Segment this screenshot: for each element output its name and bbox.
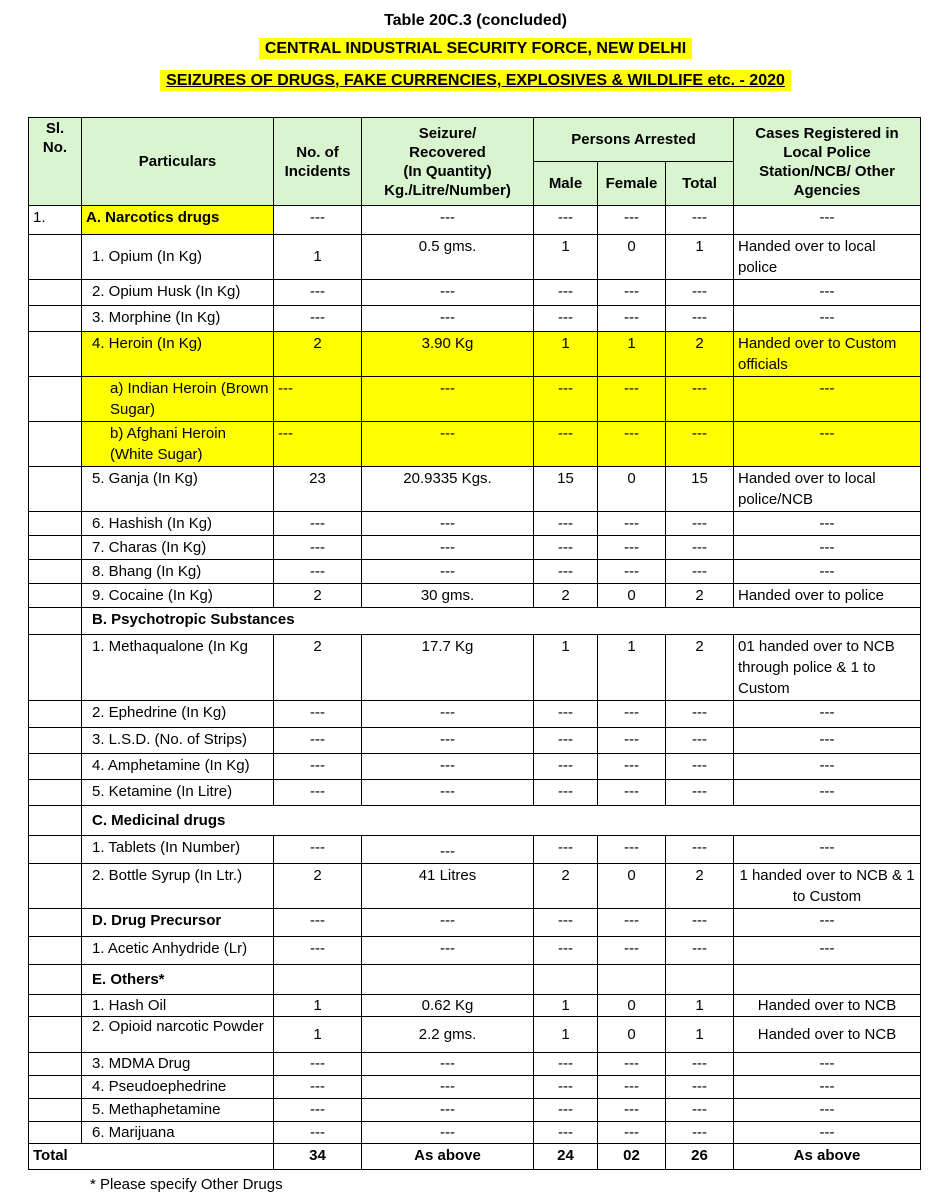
total-cell: 2 — [666, 864, 734, 909]
col-header-particulars: Particulars — [82, 118, 274, 206]
male-cell: --- — [534, 754, 598, 780]
item-label: 6. Hashish (In Kg) — [82, 512, 274, 536]
item-label: 1. Acetic Anhydride (Lr) — [82, 937, 274, 965]
col-header-cases: Cases Registered in Local Police Station/NCB/ Other Agencies — [734, 118, 921, 206]
table-row — [29, 1076, 921, 1099]
incidents-cell: 2 — [274, 635, 362, 701]
total-cell: 1 — [666, 235, 734, 280]
female-cell: 0 — [598, 1017, 666, 1053]
female-cell: --- — [598, 1053, 666, 1076]
category-label: A. Narcotics drugs — [82, 206, 274, 235]
seizure-header-line: Seizure/ — [418, 124, 477, 142]
item-label: 5. Ketamine (In Litre) — [82, 780, 274, 806]
item-label: 4. Heroin (In Kg) — [82, 332, 274, 377]
organization-title-text: CENTRAL INDUSTRIAL SECURITY FORCE, NEW DELHI — [259, 38, 692, 59]
cases-cell: --- — [734, 728, 921, 754]
sl-cell — [29, 235, 82, 280]
incidents-cell: --- — [274, 1053, 362, 1076]
category-label: D. Drug Precursor — [82, 909, 274, 937]
incidents-cell: --- — [274, 560, 362, 584]
table-row — [29, 1017, 921, 1053]
incidents-cell: 1 — [274, 235, 362, 280]
table-row — [29, 728, 921, 754]
total-cell: 2 — [666, 635, 734, 701]
col-header-persons-arrested: Persons Arrested — [534, 118, 734, 162]
sl-cell: 1. — [29, 206, 82, 235]
sl-cell — [29, 1099, 82, 1122]
quantity-cell: --- — [362, 754, 534, 780]
section-row — [29, 806, 921, 836]
sl-cell — [29, 909, 82, 937]
item-label: 2. Opium Husk (In Kg) — [82, 280, 274, 306]
sl-cell — [29, 864, 82, 909]
sl-cell — [29, 422, 82, 467]
quantity-cell: --- — [362, 1076, 534, 1099]
female-cell: --- — [598, 836, 666, 864]
male-cell: --- — [534, 701, 598, 728]
sl-cell — [29, 1053, 82, 1076]
male-cell: --- — [534, 512, 598, 536]
incidents-cell: --- — [274, 754, 362, 780]
total-cell: 1 — [666, 1017, 734, 1053]
cases-cell: --- — [734, 836, 921, 864]
total-cell: --- — [666, 1122, 734, 1144]
incidents-cell: --- — [274, 206, 362, 235]
item-label: 3. MDMA Drug — [82, 1053, 274, 1076]
seizure-header-line: Kg./Litre/Number) — [384, 181, 511, 199]
section-row — [29, 965, 921, 995]
cases-cell: Handed over to local police/NCB — [734, 467, 921, 512]
incidents-cell: --- — [274, 306, 362, 332]
incidents-cell: --- — [274, 780, 362, 806]
female-cell: --- — [598, 754, 666, 780]
female-cell: --- — [598, 422, 666, 467]
empty-cell — [534, 965, 598, 995]
male-cell: --- — [534, 377, 598, 422]
sl-cell — [29, 995, 82, 1017]
cases-cell: --- — [734, 536, 921, 560]
cases-cell: --- — [734, 1122, 921, 1144]
male-cell: 1 — [534, 235, 598, 280]
table-row — [29, 937, 921, 965]
cases-cell: Handed over to Custom officials — [734, 332, 921, 377]
female-cell: 0 — [598, 584, 666, 608]
col-header-male: Male — [534, 162, 598, 206]
total-cell: --- — [666, 701, 734, 728]
table-row — [29, 206, 921, 235]
incidents-cell: --- — [274, 909, 362, 937]
incidents-cell: 1 — [274, 1017, 362, 1053]
incidents-cell: 2 — [274, 864, 362, 909]
table-row — [29, 754, 921, 780]
quantity-cell: --- — [362, 306, 534, 332]
table-row — [29, 780, 921, 806]
item-label: 6. Marijuana — [82, 1122, 274, 1144]
sl-cell — [29, 306, 82, 332]
sl-cell — [29, 937, 82, 965]
sl-cell — [29, 806, 82, 836]
cases-cell: --- — [734, 701, 921, 728]
quantity-cell: --- — [362, 206, 534, 235]
female-cell: 0 — [598, 467, 666, 512]
cases-cell: Handed over to police — [734, 584, 921, 608]
table-row — [29, 512, 921, 536]
table-row — [29, 280, 921, 306]
empty-cell — [362, 965, 534, 995]
cases-cell: --- — [734, 280, 921, 306]
total-cell: --- — [666, 836, 734, 864]
category-label: C. Medicinal drugs — [82, 806, 921, 836]
col-header-sl-no: Sl. No. — [29, 118, 82, 206]
table-row — [29, 909, 921, 937]
quantity-cell: 3.90 Kg — [362, 332, 534, 377]
seizure-header-line: Recovered — [409, 143, 486, 161]
cases-cell: --- — [734, 306, 921, 332]
table-row — [29, 306, 921, 332]
item-label: 1. Tablets (In Number) — [82, 836, 274, 864]
category-label: B. Psychotropic Substances — [82, 608, 921, 635]
seizure-header-line: (In Quantity) — [403, 162, 492, 180]
cases-cell: --- — [734, 422, 921, 467]
sl-cell — [29, 1076, 82, 1099]
cases-cell: --- — [734, 560, 921, 584]
male-cell: 24 — [534, 1144, 598, 1170]
incidents-cell: 34 — [274, 1144, 362, 1170]
female-cell: --- — [598, 560, 666, 584]
total-cell: 15 — [666, 467, 734, 512]
cases-cell: --- — [734, 1076, 921, 1099]
quantity-cell: 30 gms. — [362, 584, 534, 608]
male-cell: --- — [534, 560, 598, 584]
male-cell: --- — [534, 1076, 598, 1099]
table-row — [29, 467, 921, 512]
item-label: 3. L.S.D. (No. of Strips) — [82, 728, 274, 754]
cases-cell: --- — [734, 754, 921, 780]
male-cell: --- — [534, 306, 598, 332]
quantity-cell: --- — [362, 909, 534, 937]
incidents-cell: --- — [274, 422, 362, 467]
quantity-cell: As above — [362, 1144, 534, 1170]
item-label: 2. Ephedrine (In Kg) — [82, 701, 274, 728]
female-cell: --- — [598, 536, 666, 560]
quantity-cell: --- — [362, 280, 534, 306]
quantity-cell: 0.5 gms. — [362, 235, 534, 280]
item-label: 3. Morphine (In Kg) — [82, 306, 274, 332]
table-subtitle-text: SEIZURES OF DRUGS, FAKE CURRENCIES, EXPLOSIVES & WILDLIFE etc. - 2020 — [160, 70, 791, 91]
male-cell: --- — [534, 422, 598, 467]
item-label: 1. Methaqualone (In Kg — [82, 635, 274, 701]
total-cell: 2 — [666, 332, 734, 377]
table-number-text: Table 20C.3 (concluded) — [384, 12, 567, 29]
male-cell: --- — [534, 536, 598, 560]
incidents-cell: 2 — [274, 332, 362, 377]
female-cell: --- — [598, 1122, 666, 1144]
table-row — [29, 635, 921, 701]
incidents-cell: 1 — [274, 995, 362, 1017]
col-header-total: Total — [666, 162, 734, 206]
quantity-cell: --- — [362, 836, 534, 864]
sl-cell — [29, 1017, 82, 1053]
item-label: 4. Pseudoephedrine — [82, 1076, 274, 1099]
male-cell: --- — [534, 909, 598, 937]
incidents-cell: 2 — [274, 584, 362, 608]
organization-title — [0, 40, 951, 58]
female-cell: 0 — [598, 864, 666, 909]
sl-cell — [29, 377, 82, 422]
quantity-cell: 41 Litres — [362, 864, 534, 909]
sl-cell — [29, 701, 82, 728]
female-cell: 0 — [598, 995, 666, 1017]
table-row — [29, 1099, 921, 1122]
total-cell: --- — [666, 422, 734, 467]
table-row — [29, 836, 921, 864]
quantity-cell: 2.2 gms. — [362, 1017, 534, 1053]
cases-cell: --- — [734, 909, 921, 937]
table-row — [29, 701, 921, 728]
table-row — [29, 536, 921, 560]
female-cell: 0 — [598, 235, 666, 280]
item-label: 7. Charas (In Kg) — [82, 536, 274, 560]
male-cell: --- — [534, 937, 598, 965]
total-cell: --- — [666, 1076, 734, 1099]
category-label: E. Others* — [82, 965, 274, 995]
female-cell: --- — [598, 1099, 666, 1122]
female-cell: 1 — [598, 332, 666, 377]
quantity-cell: --- — [362, 536, 534, 560]
total-cell: --- — [666, 780, 734, 806]
female-cell: --- — [598, 377, 666, 422]
female-cell: --- — [598, 306, 666, 332]
total-cell: --- — [666, 536, 734, 560]
item-label: 8. Bhang (In Kg) — [82, 560, 274, 584]
seizure-table — [28, 117, 921, 1170]
total-cell: 26 — [666, 1144, 734, 1170]
quantity-cell: --- — [362, 701, 534, 728]
cases-cell: 1 handed over to NCB & 1 to Custom — [734, 864, 921, 909]
item-label: 2. Bottle Syrup (In Ltr.) — [82, 864, 274, 909]
incidents-cell: --- — [274, 836, 362, 864]
sl-cell — [29, 728, 82, 754]
table-row — [29, 560, 921, 584]
total-row — [29, 1144, 921, 1170]
quantity-cell: --- — [362, 377, 534, 422]
male-cell: 1 — [534, 1017, 598, 1053]
female-cell: --- — [598, 280, 666, 306]
item-label: 5. Ganja (In Kg) — [82, 467, 274, 512]
quantity-cell: --- — [362, 1122, 534, 1144]
cases-cell: --- — [734, 1053, 921, 1076]
cases-cell: --- — [734, 937, 921, 965]
female-cell: --- — [598, 206, 666, 235]
male-cell: --- — [534, 1099, 598, 1122]
incidents-cell: --- — [274, 512, 362, 536]
female-cell: --- — [598, 512, 666, 536]
total-label: Total — [29, 1144, 274, 1170]
cases-cell: --- — [734, 512, 921, 536]
incidents-cell: --- — [274, 701, 362, 728]
total-cell: --- — [666, 280, 734, 306]
table-row — [29, 422, 921, 467]
male-cell: --- — [534, 728, 598, 754]
table-row — [29, 332, 921, 377]
footnote: * Please specify Other Drugs — [90, 1176, 283, 1193]
table-number — [0, 12, 951, 30]
quantity-cell: --- — [362, 560, 534, 584]
total-cell: --- — [666, 377, 734, 422]
quantity-cell: --- — [362, 1053, 534, 1076]
item-label: 4. Amphetamine (In Kg) — [82, 754, 274, 780]
female-cell: --- — [598, 937, 666, 965]
male-cell: 2 — [534, 864, 598, 909]
male-cell: --- — [534, 1053, 598, 1076]
incidents-cell: 23 — [274, 467, 362, 512]
item-label: 5. Methaphetamine — [82, 1099, 274, 1122]
female-cell: 02 — [598, 1144, 666, 1170]
female-cell: --- — [598, 780, 666, 806]
incidents-cell: --- — [274, 1122, 362, 1144]
col-header-female: Female — [598, 162, 666, 206]
total-cell: --- — [666, 1053, 734, 1076]
item-label: 1. Hash Oil — [82, 995, 274, 1017]
sl-cell — [29, 280, 82, 306]
male-cell: 1 — [534, 635, 598, 701]
total-cell: --- — [666, 206, 734, 235]
male-cell: 2 — [534, 584, 598, 608]
sl-cell — [29, 467, 82, 512]
incidents-cell: --- — [274, 1076, 362, 1099]
total-cell: --- — [666, 512, 734, 536]
cases-cell: Handed over to NCB — [734, 995, 921, 1017]
cases-cell: --- — [734, 377, 921, 422]
incidents-cell: --- — [274, 937, 362, 965]
cases-cell: Handed over to NCB — [734, 1017, 921, 1053]
cases-cell: As above — [734, 1144, 921, 1170]
total-cell: --- — [666, 754, 734, 780]
sl-cell — [29, 584, 82, 608]
incidents-cell: --- — [274, 728, 362, 754]
cases-cell: --- — [734, 780, 921, 806]
sl-cell — [29, 332, 82, 377]
sl-cell — [29, 512, 82, 536]
empty-cell — [598, 965, 666, 995]
sl-cell — [29, 635, 82, 701]
item-label: a) Indian Heroin (Brown Sugar) — [82, 377, 274, 422]
quantity-cell: --- — [362, 422, 534, 467]
sl-cell — [29, 965, 82, 995]
female-cell: --- — [598, 701, 666, 728]
quantity-cell: --- — [362, 728, 534, 754]
table-row — [29, 584, 921, 608]
col-header-seizure — [362, 118, 534, 206]
table-row — [29, 1122, 921, 1144]
female-cell: --- — [598, 1076, 666, 1099]
male-cell: 1 — [534, 332, 598, 377]
table-row — [29, 1053, 921, 1076]
table-row — [29, 377, 921, 422]
quantity-cell: 0.62 Kg — [362, 995, 534, 1017]
sl-cell — [29, 608, 82, 635]
incidents-cell: --- — [274, 280, 362, 306]
quantity-cell: 20.9335 Kgs. — [362, 467, 534, 512]
section-row — [29, 608, 921, 635]
cases-cell: Handed over to local police — [734, 235, 921, 280]
total-cell: --- — [666, 560, 734, 584]
cases-cell: --- — [734, 1099, 921, 1122]
item-label: b) Afghani Heroin (White Sugar) — [82, 422, 274, 467]
total-cell: 1 — [666, 995, 734, 1017]
quantity-cell: --- — [362, 937, 534, 965]
total-cell: 2 — [666, 584, 734, 608]
sl-cell — [29, 754, 82, 780]
cases-cell: 01 handed over to NCB through police & 1 to Custom — [734, 635, 921, 701]
item-label: 1. Opium (In Kg) — [82, 235, 274, 280]
empty-cell — [666, 965, 734, 995]
table-subtitle — [0, 72, 951, 90]
female-cell: --- — [598, 909, 666, 937]
empty-cell — [274, 965, 362, 995]
quantity-cell: --- — [362, 1099, 534, 1122]
col-header-incidents: No. of Incidents — [274, 118, 362, 206]
item-label: 2. Opioid narcotic Powder — [82, 1017, 274, 1053]
incidents-cell: --- — [274, 536, 362, 560]
table-row — [29, 995, 921, 1017]
sl-cell — [29, 560, 82, 584]
male-cell: 15 — [534, 467, 598, 512]
empty-cell — [734, 965, 921, 995]
total-cell: --- — [666, 937, 734, 965]
incidents-cell: --- — [274, 377, 362, 422]
male-cell: --- — [534, 206, 598, 235]
female-cell: 1 — [598, 635, 666, 701]
total-cell: --- — [666, 909, 734, 937]
total-cell: --- — [666, 728, 734, 754]
table-row — [29, 235, 921, 280]
quantity-cell: --- — [362, 780, 534, 806]
male-cell: 1 — [534, 995, 598, 1017]
total-cell: --- — [666, 306, 734, 332]
male-cell: --- — [534, 1122, 598, 1144]
male-cell: --- — [534, 280, 598, 306]
sl-cell — [29, 780, 82, 806]
quantity-cell: 17.7 Kg — [362, 635, 534, 701]
male-cell: --- — [534, 836, 598, 864]
sl-cell — [29, 1122, 82, 1144]
total-cell: --- — [666, 1099, 734, 1122]
male-cell: --- — [534, 780, 598, 806]
sl-cell — [29, 536, 82, 560]
quantity-cell: --- — [362, 512, 534, 536]
female-cell: --- — [598, 728, 666, 754]
incidents-cell: --- — [274, 1099, 362, 1122]
item-label: 9. Cocaine (In Kg) — [82, 584, 274, 608]
sl-cell — [29, 836, 82, 864]
table-row — [29, 864, 921, 909]
cases-cell: --- — [734, 206, 921, 235]
